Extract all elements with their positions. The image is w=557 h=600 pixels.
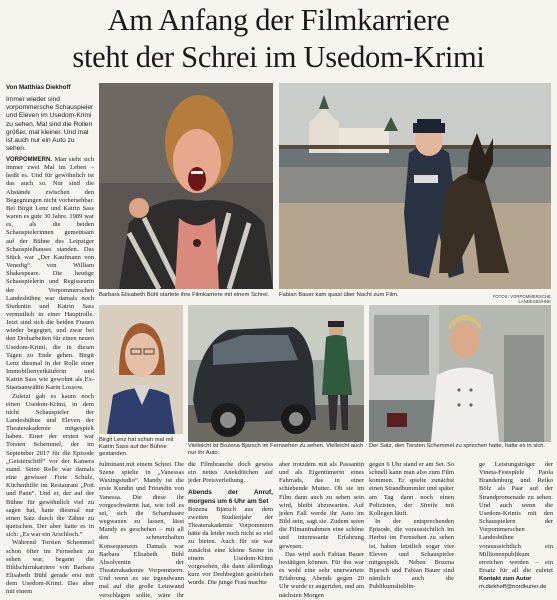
headline-line-2: steht der Schrei im Usedom-Krimi <box>72 40 485 74</box>
photo-birgit-lenz <box>99 305 183 434</box>
column1-paragraph <box>6 156 94 393</box>
police-dog-image <box>279 83 551 289</box>
column2-paragraph: fulminant mit einem Schrei. Die Szene spielte in „Vanessas Waxingstudio“. Mandy ist die erste Kundin und Freundin von Vanessa. Die diese ihr vorgeschwärmt hat, wie toll es sei, sich die Schamhaare wegwaxen zu lassen, lässt Mandy es geschehen – mit all den schmerzhaften Konsequenzen. Damals war Barbara Elisabeth Bühl Absolventin der Theaterakademie Vorpommern. Und wenn es sie irgendwann mal auf die große Leinwand verschlagen sollte, wäre ihr <box>99 461 184 599</box>
article-column-3 <box>188 461 273 600</box>
column4-paragraph: Das wird auch Fabian Bauer bestätigen können. Für ihn war es wohl eine sehr unerwartete Erfahrung. Abends gegen 20 Uhr wurde er angerufen, und am nächsten Morgen <box>279 550 364 599</box>
subhead: Abends der Anruf, morgens um 6 Uhr am Set <box>188 489 273 505</box>
byline: Von Matthias Diekhoff <box>6 84 71 91</box>
caption-chef: Der Satz, den Torsten Schemmel zu sprechen hatte, hatte es in sich. <box>369 443 546 449</box>
article-column-6 <box>479 461 553 574</box>
article-column-2 <box>99 461 184 600</box>
column6-paragraph: ge Leistungsträger der Vineta-Festspiele Paola Brandenburg und Reiko Bölz als Paar auf der Strandpromenade zu sehen. Und auch wenn die Usedom-Krimis mit den Schauspielern der Vorpommerschen Landesbühne vorausssichtlich ein Millionenpublikum erreichen werden – ein Ersatz für all die zuletzt <box>479 461 553 574</box>
article-column-5 <box>369 461 454 600</box>
contact-email[interactable]: m.diekhoff@nordkurier.de <box>479 583 547 590</box>
caption-police-dog: Fabian Bauer kam quasi über Nacht zum Film. <box>279 292 399 298</box>
column3-paragraph: die Filmbranche doch gewiss ein nettes Anekdötchen auf jeder Preisverleihung. <box>188 461 273 485</box>
article-column-1 <box>6 156 94 600</box>
column1-paragraph: Zuletzt gab es kaum noch einen Usedom-Krimi, in dem nicht Schauspieler der Landesbühne und Eleven der Theaterakademie mitgespielt haben. Einer der ersten war Torsten Schemmel, der im September 2017 für die Episode „Geisterschiff“ vor der Kamera stand. Seine Rolle war damals eine gewisser Fiete Schulz, Küchenhilfe im Restaurant „Pott und Pann“. Und er, der auf der Bühne für gewöhnlich viel zu sagen hat, hatte diesmal nur einen Satz durch die Zähne zu quetschen. Der aber hatte es in sich: „Es war ein Arschloch.“ <box>6 392 94 539</box>
photo-credit: FOTOS: VORPOMMERSCHE LANDESBÜHNE <box>492 294 551 304</box>
car-image <box>188 305 364 442</box>
article-column-4 <box>279 461 364 600</box>
headline-line-1: Am Anfang der Filmkarriere <box>107 3 450 37</box>
photo-chef <box>369 305 551 442</box>
birgit-lenz-image <box>99 305 183 434</box>
column1-text-0: Man sieht sich immer zwei Mal im Leben – heißt es. Und für gewöhnlich ist das auch so. Nur sind die Abstände zwischen den Begegnungen nicht vorhersehbar. Bei Birgit Lenz und Katrin Sass waren es gute 30 Jahre. 1989 war es, als die beiden Schauspielerinnen gemeinsam auf der Bühne des Leipziger Schauspielhauses standen. Das Stück war „Der Kaufmann von Venedig“ von William Shakespeare. Die heutige Schauspielerin und Regisseurin der Vorpommerschen Landesbühne war damals noch Studentin und Katrin Sass vermutlich in einer Hauptrolle. Jetzt sind sich die beiden Frauen wieder begegnet, und zwar bei den Dreharbeiten für einen neuen Usedom-Krimi, die in diesen Tagen zu Ende gehen. Birgit Lenz diesmal in der Rolle einer Immobilienverkäuferin und Katrin Sass wie gewohnt als Ex-Staatsanwältin Karin Lossow. <box>6 156 94 392</box>
caption-birgit-lenz: Birgit Lenz hat schon mal mit Katrin Sass auf der Bühne gestanden. <box>99 437 174 457</box>
screaming-woman-image <box>99 83 273 289</box>
photo-police-dog <box>279 83 551 289</box>
caption-car: Vielleicht ist Bozena Bjarsch im Fernsehen zu sehen. Vielleicht auch nur ihr Auto. <box>188 443 364 456</box>
column1-paragraph: Während Torsten Schemmel schon öfter im Fernsehen zu sehen war, begann die Bildschirmkarriere von Barbara Elisabeth Bühl gerade erst mit dem Usedom-Krimi. Das aber mit einem <box>6 539 94 596</box>
column5-paragraph: In der entsprechenden Episode, die voraussichtlich im Herbst im Fernsehen zu sehen ist, haben letztlich sogar vier Eleven und Schauspieler mitgespielt. Neben Bozena Bjarsch und Fabian Bauer sind nämlich auch die Publikumslieblin- <box>369 518 454 591</box>
article-headline <box>0 2 557 76</box>
chef-image <box>369 305 551 442</box>
contact-label: Kontakt zum Autor <box>479 576 532 582</box>
caption-screaming-woman: Barbara Elisabeth Bühl startete ihre Filmkarriere mit einem Schrei. <box>99 292 270 298</box>
column5-paragraph: gegen 6 Uhr stand er am Set. So schnell kann man also zum Film kommen. Er spielte zunächst einen Strandbummler und später am Tag dann noch einen Polizisten, der Streife mit Kollegen läuft. <box>369 461 454 517</box>
author-contact <box>479 576 557 591</box>
dateline: VORPOMMERN. <box>6 157 53 163</box>
photo-screaming-woman <box>99 83 273 289</box>
photo-car <box>188 305 364 442</box>
column4-paragraph: aber trotzdem mit als Passantin und als Eigentümerin eines Fahrrads, das in einer schiebende Mutter. Ob sie im Film dann auch zu sehen sein wird, bleibt abzuwarten. Auf jeden Fall werde ihr Auto im Bild sein, sagt sie. Zudem seien die Filmaufnahmen eine schöne und interessante Erfahrung gewesen. <box>279 461 364 550</box>
lede: Immer wieder sind vorpommersche Schauspieler und Eleven im Usedom-Krimi zu sehen. Mal sind die Rollen größer, mal kleiner. Und mal ist auch nur ein Auto zu sehen. <box>6 96 94 153</box>
column3-paragraph: Bozena Bjarsch aus dem zweiten Studienjahr der Theaterakademie Vorpommern hätte da leider noch nicht so viel zu bieten. Auch für sie war zunächst eine kleine Szene in einem Usedom-Krimi vorgesehen, die dann allerdings kurz vor Drehbeginn gestrichen wurde. Die junge Frau machte <box>188 505 273 587</box>
